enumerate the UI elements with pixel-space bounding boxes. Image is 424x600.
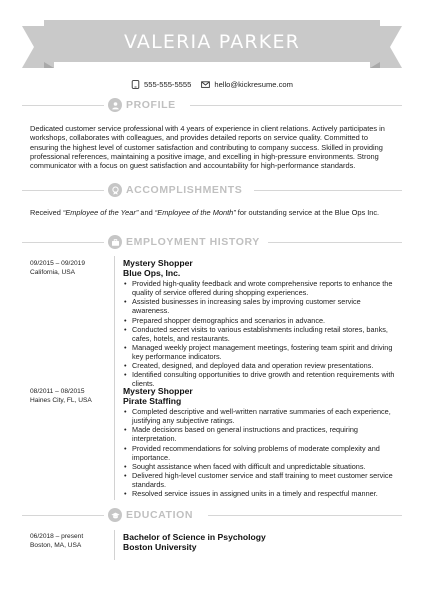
education-section-header [22, 508, 402, 522]
divider [22, 190, 104, 191]
award-employee-of-month: “Employee of the Month” [154, 208, 236, 217]
employment-section-header [22, 235, 402, 249]
job-dates: 09/2015 – 09/2019 [30, 260, 86, 267]
graduation-cap-icon [108, 508, 122, 522]
list-item: • Conducted secret visits to various establishments including retail stores, banks, cafes, hotels, and restaurants. [132, 325, 395, 343]
job-title: Mystery Shopper [123, 386, 193, 396]
email-text: hello@kickresume.com [214, 80, 293, 89]
job-entry [123, 259, 395, 388]
job-company: Pirate Staffing [123, 395, 182, 406]
list-item: • Made decisions based on general instructions and practices, requiring interpretation. [132, 425, 395, 443]
job-location: Haines City, FL, USA [30, 397, 92, 404]
contact-line [0, 80, 424, 89]
education-entry [123, 532, 395, 552]
phone-icon [131, 80, 140, 89]
accomplishments-section-header [22, 183, 402, 197]
profile-section-header [22, 98, 402, 112]
job-bullets [123, 279, 395, 388]
list-item: • Provided recommendations for solving problems of moderate complexity and importance. [132, 444, 395, 462]
phone-text: 555-555-5555 [144, 80, 192, 89]
job-company: Blue Ops, Inc. [123, 267, 181, 278]
timeline-line [114, 256, 115, 500]
section-title-employment: EMPLOYMENT HISTORY [126, 236, 260, 248]
divider [268, 242, 402, 243]
list-item: • Prepared shopper demographics and scenarios in advance. [132, 316, 395, 325]
divider [22, 242, 104, 243]
list-item: • Created, designed, and deployed data and operation review presentations. [132, 361, 395, 370]
list-item: • Managed weekly project management meetings, fostering team spirit and driving key performance indicators. [132, 343, 395, 361]
timeline-line [114, 530, 115, 560]
user-icon [108, 98, 122, 112]
list-item: • Provided high-quality feedback and wrote comprehensive reports to enhance the quality of service offered during shopping experiences. [132, 279, 395, 297]
list-item: • Completed descriptive and well-written narrative summaries of each experience, justifying any subjective ratings. [132, 407, 395, 425]
award-icon [108, 183, 122, 197]
accomplishments-text [30, 208, 395, 217]
accomplishment-prefix: Received [30, 208, 63, 217]
divider [208, 515, 402, 516]
job-entry [123, 387, 395, 498]
degree-title: Bachelor of Science in Psychology [123, 532, 266, 542]
email-item [201, 80, 293, 89]
job-title: Mystery Shopper [123, 258, 193, 268]
list-item: • Resolved service issues in assigned units in a timely and respectful manner. [132, 489, 395, 498]
profile-text: Dedicated customer service professional with 4 years of experience in client relations. Actively participates in workshops, collaborates with colleagues, and provides detailed reports on service quality. Committed to ensuring the highest level of customer satisfaction and contributing to company success. Skilled in providing professional references, maintaining a positive image, and excelling in high-pressure environments. Strong communicator with a focus on guest satisfaction and accountability for high-performance standards. [30, 124, 385, 171]
accomplishment-suffix: for outstanding service at the Blue Ops Inc. [235, 208, 380, 217]
divider [22, 515, 104, 516]
list-item: • Assisted businesses in increasing sales by improving customer service awareness. [132, 297, 395, 315]
list-item: • Identified consulting opportunities to drive growth and retention requirements with clients. [132, 370, 395, 388]
job-location: California, USA [30, 269, 76, 276]
phone-item [131, 80, 191, 89]
section-title-profile: PROFILE [126, 99, 176, 111]
job-dates: 08/2011 – 08/2015 [30, 388, 85, 395]
candidate-name: VALERIA PARKER [123, 31, 301, 53]
list-item: • Delivered high-level customer service and staff training to meet customer service standards. [132, 471, 395, 489]
education-location: Boston, MA, USA [30, 542, 82, 549]
school-name: Boston University [123, 542, 197, 552]
envelope-icon [201, 80, 210, 89]
briefcase-icon [108, 235, 122, 249]
section-title-accomplishments: ACCOMPLISHMENTS [126, 184, 243, 196]
accomplishment-middle: and [138, 208, 155, 217]
list-item: • Sought assistance when faced with difficult and unpredictable situations. [132, 462, 395, 471]
job-bullets [123, 407, 395, 498]
award-employee-of-year: “Employee of the Year” [62, 208, 139, 217]
divider [254, 190, 402, 191]
divider [22, 105, 104, 106]
education-dates: 06/2018 – present [30, 533, 84, 540]
section-title-education: EDUCATION [126, 509, 194, 521]
divider [190, 105, 402, 106]
